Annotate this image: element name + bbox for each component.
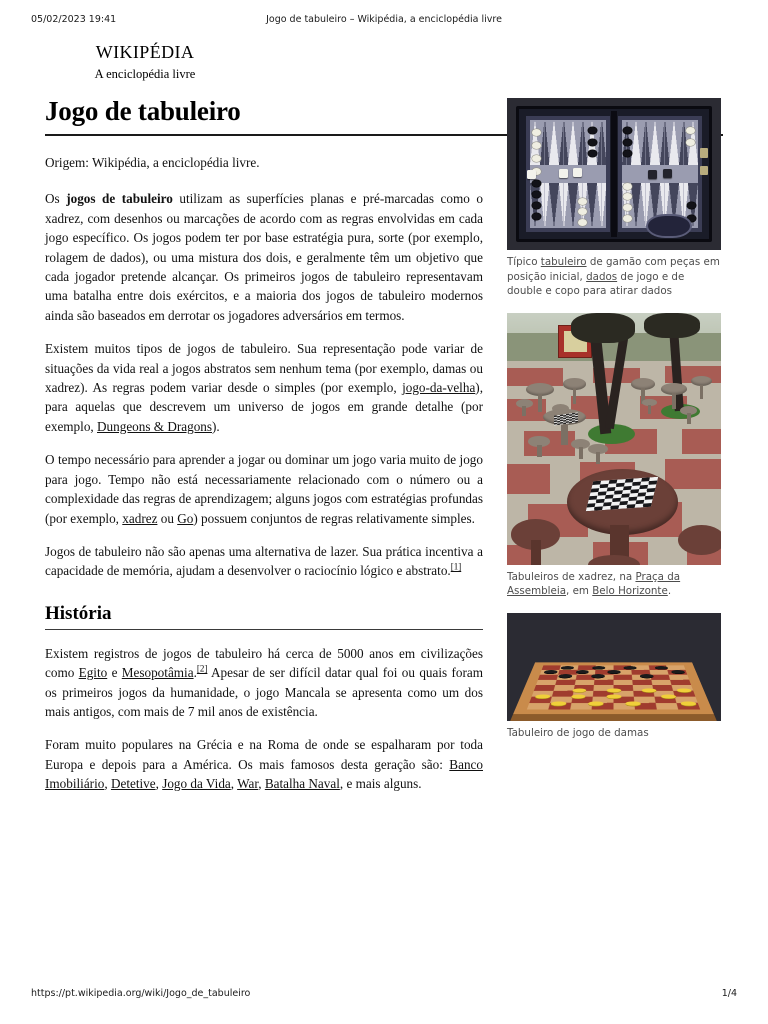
ref-link-2[interactable]: [2] bbox=[196, 663, 208, 674]
wikipedia-wordmark-text: wikipédia bbox=[95, 37, 195, 64]
chess-tables-plaza-photo bbox=[507, 313, 721, 565]
historia-paragraph-1: Existem registros de jogos de tabuleiro há cerca de 5000 anos em civilizações como Egito e Mesopotâmia.[2] Apesar de ser difícil datar qual foi ou quais foram os primeiros jogos da humanidade, o jogo Mancala se apresenta como um dos mais antigos, com mais de 7 mil anos de existência. bbox=[45, 645, 483, 719]
link-banco-imobiliario[interactable]: Banco Imobiliário bbox=[45, 756, 483, 792]
footer-page-number: 1/4 bbox=[721, 988, 737, 999]
figure-plaza bbox=[507, 313, 721, 599]
link-dungeons-and-dragons[interactable]: Dungeons & Dragons bbox=[97, 418, 213, 434]
paragraph-4: Jogos de tabuleiro não são apenas uma alternativa de lazer. Sua prática incentiva a capacidade de memória, ajudam a desenvolver o raciocínio lógico e abstrato.[1] bbox=[45, 543, 483, 579]
link-xadrez[interactable]: xadrez bbox=[122, 510, 158, 526]
figure-backgammon bbox=[507, 98, 721, 299]
print-document-title: Jogo de tabuleiro – Wikipédia, a enciclopédia livre bbox=[266, 14, 502, 25]
link-jogo-da-velha[interactable]: jogo-da-velha bbox=[402, 380, 476, 396]
paragraph-1: Os jogos de tabuleiro utilizam as superfícies planas e pré-marcadas como o xadrez, com desenhos ou marcações de acordo com as regras envolvidas em cada jogo específico. Os jogos podem ter por base estratégia pura, sorte (por exemplo, rolagem de dados), ou uma mistura dos dois, e geralmente têm um objetivo que cada jogador pretende alcançar. Os primeiros jogos de tabuleiro representavam uma batalha entre dois exércitos, e a maioria dos jogos de tabuleiro modernos ainda são baseados em derrotar os jogadores adversários em termos. bbox=[45, 191, 483, 323]
figure-plaza-caption: Tabuleiros de xadrez, na Praça da Assembleia, em Belo Horizonte. bbox=[507, 570, 681, 598]
print-date: 05/02/2023 19:41 bbox=[31, 14, 117, 25]
figure-column bbox=[507, 98, 721, 755]
link-mesopotamia[interactable]: Mesopotâmia bbox=[121, 665, 194, 681]
paragraph-3: O tempo necessário para aprender a jogar ou dominar um jogo varia muito de jogo para jogo. Tempo não está necessariamente relacionado com o número ou a complexidade das regras de aprendizagem; alguns jogos com estratégias profundas (por exemplo, xadrez ou Go) possuem conjuntos de regras relativamente simples. bbox=[45, 452, 483, 526]
caption-link-dados[interactable]: dados bbox=[586, 270, 618, 283]
checkers-board-photo bbox=[507, 613, 721, 721]
link-go[interactable]: Go bbox=[177, 510, 194, 526]
caption-link-tabuleiro[interactable]: tabuleiro bbox=[540, 256, 587, 268]
ref-link-1[interactable]: [1] bbox=[450, 561, 462, 572]
figure-checkers-caption: Tabuleiro de jogo de damas bbox=[507, 727, 649, 740]
figure-backgammon-caption: Típico tabuleiro de gamão com peças em posição inicial, dados de jogo e de double e copo para atirar dados bbox=[507, 256, 720, 298]
link-egito[interactable]: Egito bbox=[78, 665, 108, 681]
footer-url: https://pt.wikipedia.org/wiki/Jogo_de_tabuleiro bbox=[31, 988, 251, 999]
link-war[interactable]: War bbox=[237, 776, 259, 792]
print-footer bbox=[0, 988, 768, 1002]
wikipedia-logo bbox=[45, 38, 245, 81]
paragraph-2: Existem muitos tipos de jogos de tabuleiro. Sua representação pode variar de situações da vida real a jogos abstratos sem nenhum tema (por exemplo, damas ou xadrez). As regras podem variar desde o simples (por exemplo, jogo-da-velha), para aquelas que descrevem um universo de jogos em grande detalhe (por exemplo, Dungeons & Dragons). bbox=[45, 341, 483, 434]
backgammon-board-photo bbox=[507, 98, 721, 250]
article-origin: Origem: Wikipédia, a enciclopédia livre. bbox=[45, 155, 260, 170]
link-jogo-da-vida[interactable]: Jogo da Vida bbox=[162, 776, 231, 792]
article-text-column bbox=[45, 153, 483, 794]
historia-paragraph-2: Foram muito populares na Grécia e na Roma de onde se espalharam por toda Europa e depois para a América. Os mais famosos desta geração são: Banco Imobiliário, Detetive, Jogo da Vida, War, Batalha Naval, e mais alguns. bbox=[45, 737, 483, 792]
link-detetive[interactable]: Detetive bbox=[110, 776, 156, 792]
wikipedia-tagline: A enciclopédia livre bbox=[94, 67, 196, 81]
section-divider bbox=[45, 629, 483, 630]
print-header bbox=[0, 14, 768, 28]
caption-link-belo-horizonte[interactable]: Belo Horizonte bbox=[592, 585, 668, 598]
page-title: Jogo de tabuleiro bbox=[45, 96, 241, 126]
link-batalha-naval[interactable]: Batalha Naval bbox=[264, 776, 340, 792]
section-heading-historia: História bbox=[45, 602, 112, 624]
figure-checkers bbox=[507, 613, 721, 741]
caption-link-praca-da-assembleia[interactable]: Praça da Assembleia bbox=[507, 570, 681, 598]
